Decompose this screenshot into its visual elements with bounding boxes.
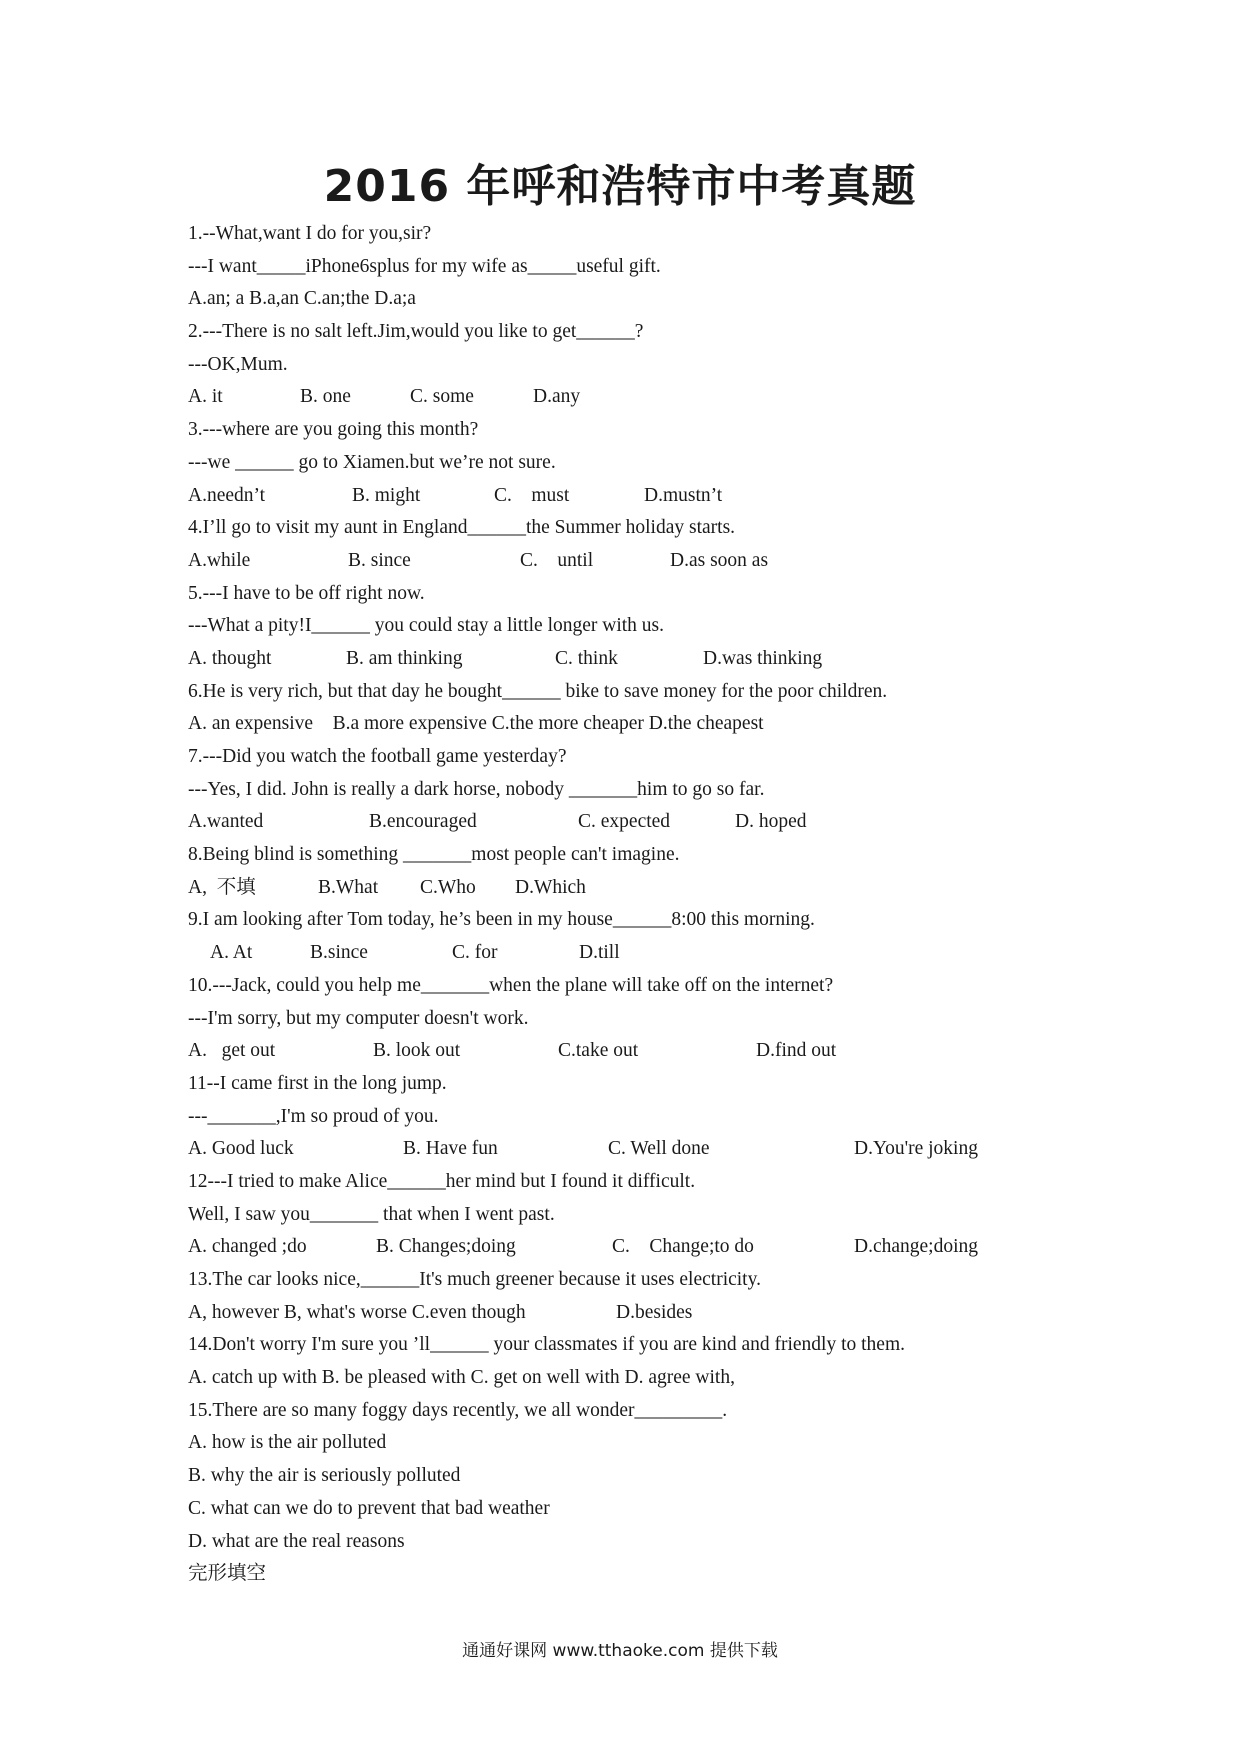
option-d: D. hoped [735,811,807,833]
q2-question: 2.---There is no salt left.Jim,would you like to get______? [188,321,644,343]
page-footer: 通通好课网 www.tthaoke.com 提供下载 [462,1641,778,1661]
q3-answer: ---we ______ go to Xiamen.but we’re not sure. [188,451,556,473]
option-c: C.take out [558,1040,639,1062]
q11-options [188,1133,1068,1166]
option-abc: A, however B, what's worse C.even though [188,1301,526,1323]
option-a: A.wanted [188,811,264,833]
q15-option-c: C. what can we do to prevent that bad weather [188,1497,550,1519]
option-a: A. changed ;do [188,1236,307,1258]
option-a: A. thought [188,647,272,669]
q3-options [188,480,1068,513]
question-list [188,218,1068,1591]
q12-options [188,1231,1068,1264]
q9-question: 9.I am looking after Tom today, he’s been in my house______8:00 this morning. [188,909,815,931]
q2-options [188,381,1068,414]
q12-answer: Well, I saw you_______ that when I went past. [188,1203,555,1225]
option-c: C.Who [420,876,476,898]
q15-option-a: A. how is the air polluted [188,1432,387,1454]
option-b: B. look out [373,1040,461,1062]
option-d: D.mustn’t [644,484,723,506]
q7-answer: ---Yes, I did. John is really a dark horse, nobody _______him to go so far. [188,778,765,800]
q4-question: 4.I’ll go to visit my aunt in England______the Summer holiday starts. [188,517,736,539]
q10-question: 10.---Jack, could you help me_______when the plane will take off on the internet? [188,974,834,996]
q15-option-b: B. why the air is seriously polluted [188,1465,461,1487]
q15-question: 15.There are so many foggy days recently, we all wonder_________. [188,1399,728,1421]
q1-question: 1.--What,want I do for you,sir? [188,223,432,244]
option-c: C. until [520,549,594,571]
option-a: A. At [210,942,253,964]
q5-options [188,643,1068,676]
option-d: D.any [533,386,581,408]
q14-question: 14.Don't worry I'm sure you ’ll______ your classmates if you are kind and friendly to them. [188,1334,906,1356]
q15-option-d: D. what are the real reasons [188,1530,405,1552]
option-b: B. Changes;doing [376,1236,516,1258]
option-a: A. Good luck [188,1138,294,1160]
option-d: D.find out [756,1040,837,1062]
q6-options: A. an expensive B.a more expensive C.the more cheaper D.the cheapest [188,713,764,735]
q1-answer: ---I want_____iPhone6splus for my wife as_____useful gift. [188,255,661,277]
option-c: C. must [494,484,570,506]
option-c: C. Well done [608,1138,710,1160]
option-c: C. expected [578,811,671,833]
option-a: A, 不填 [188,876,256,898]
q7-question: 7.---Did you watch the football game yesterday? [188,746,567,767]
option-d: D.as soon as [670,549,769,571]
option-c: C. some [410,386,474,408]
q5-question: 5.---I have to be off right now. [188,582,425,604]
option-c: C. think [555,647,618,669]
option-b: B. since [348,549,411,571]
option-d: D.besides [616,1301,693,1323]
page-title: 2016 年呼和浩特市中考真题 [323,161,917,212]
option-b: B. one [300,386,351,408]
option-b: B.encouraged [369,811,477,833]
q2-answer: ---OK,Mum. [188,353,288,375]
option-a: A. get out [188,1040,276,1062]
q8-question: 8.Being blind is something _______most people can't imagine. [188,844,680,866]
q4-options [188,545,1068,578]
q10-options [188,1035,1068,1068]
option-b: B.What [318,876,379,898]
q12-question: 12---I tried to make Alice______her mind but I found it difficult. [188,1170,696,1192]
option-d: D.till [579,942,620,964]
option-b: B. Have fun [403,1138,498,1160]
q3-question: 3.---where are you going this month? [188,419,479,441]
option-d: D.You're joking [854,1138,978,1160]
option-c: C. for [452,942,498,964]
q1-options: A.an; a B.a,an C.an;the D.a;a [188,288,416,310]
option-d: D.change;doing [854,1236,979,1258]
q14-options: A. catch up with B. be pleased with C. get on well with D. agree with, [188,1367,735,1389]
option-b: B.since [310,942,368,964]
option-d: D.Which [515,876,586,898]
q9-options [188,937,1068,970]
q8-options [188,872,1068,905]
q5-answer: ---What a pity!I______ you could stay a little longer with us. [188,615,665,637]
q13-question: 13.The car looks nice,______It's much greener because it uses electricity. [188,1269,761,1290]
q13-options [188,1297,1068,1330]
option-d: D.was thinking [703,647,823,669]
q11-answer: ---_______,I'm so proud of you. [188,1105,439,1127]
option-b: B. am thinking [346,647,463,669]
q6-question: 6.He is very rich, but that day he bought______ bike to save money for the poor children. [188,680,888,702]
option-a: A.needn’t [188,484,266,506]
option-a: A. it [188,386,223,408]
q10-answer: ---I'm sorry, but my computer doesn't work. [188,1007,529,1029]
q7-options [188,806,1068,839]
option-c: C. Change;to do [612,1236,754,1258]
option-a: A.while [188,549,251,571]
section-heading: 完形填空 [188,1563,267,1585]
q11-question: 11--I came first in the long jump. [188,1072,447,1094]
option-b: B. might [352,484,421,506]
